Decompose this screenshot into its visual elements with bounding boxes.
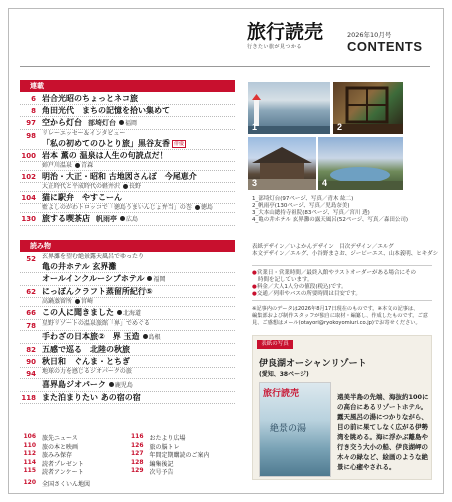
toc-page-number: 78 bbox=[26, 322, 36, 330]
toc-kicker bbox=[42, 183, 235, 191]
section-header-serial: 連載 bbox=[20, 80, 235, 92]
cover-text-line: 景に心癒やされる。 bbox=[337, 463, 396, 471]
photo-number: 2 bbox=[337, 122, 343, 132]
location-marker-icon bbox=[75, 299, 80, 304]
credit-line: 表紙デザイン／いよかんデザイン 目次デザイン／エルグ bbox=[252, 244, 394, 250]
bath-shape-icon bbox=[318, 137, 403, 190]
photo-number: 4 bbox=[322, 178, 328, 188]
toc-location: 福岡 bbox=[153, 276, 166, 283]
notice-bullet: ● bbox=[252, 291, 257, 297]
toc-entry[interactable] bbox=[20, 130, 235, 150]
toc-page-number: 118 bbox=[21, 394, 36, 402]
disclaimer-line: 見、ご感想はメール(otayori@ryokoyomiuri.co.jp)でお寄せください。 bbox=[252, 320, 421, 326]
toc-title bbox=[42, 117, 235, 129]
disclaimer-line: ※記事内のデータは2026年8月17日現在のものです。※本文の記事は、 bbox=[252, 306, 419, 312]
index-label: 旅の脳トレ bbox=[149, 443, 180, 451]
toc-kicker-text: 大正時代と平成時代の軽井沢 bbox=[42, 183, 121, 190]
cover-box-header: 表紙の写真 bbox=[257, 340, 293, 349]
toc-tag: 俳優 bbox=[174, 140, 185, 147]
photo-temple bbox=[248, 137, 316, 190]
toc-location: 鹿児島 bbox=[114, 382, 133, 389]
toc-location: 徳島 bbox=[200, 204, 213, 211]
notice-line bbox=[252, 291, 434, 298]
index-label: 年間定期購読のご案内 bbox=[149, 452, 210, 459]
toc-location: 広島 bbox=[126, 216, 139, 223]
cover-text-line: 目の前に果てしなく広がる伊勢 bbox=[337, 423, 428, 431]
toc-entry[interactable] bbox=[20, 307, 235, 320]
toc-page-number bbox=[20, 162, 42, 170]
toc-entry[interactable] bbox=[20, 162, 235, 171]
toc-title-text: 猫に駅弁 やすこーん bbox=[42, 193, 122, 202]
toc-entry[interactable] bbox=[20, 93, 235, 105]
toc-entry-text bbox=[42, 130, 235, 149]
toc-entry[interactable] bbox=[20, 379, 235, 392]
toc-entry[interactable] bbox=[20, 204, 235, 213]
index-label: 旅先ニュース bbox=[42, 435, 78, 442]
notice-line bbox=[252, 277, 434, 284]
notice-text: 営業日・営業時間／最終入館やラストオーダーがある場合にその bbox=[256, 270, 416, 276]
index-item[interactable] bbox=[128, 433, 236, 442]
header-divider bbox=[20, 66, 430, 67]
index-item[interactable] bbox=[20, 459, 128, 468]
toc-page-number: 82 bbox=[26, 346, 36, 354]
logo-tagline: 行きたい旅が見つかる bbox=[247, 44, 303, 50]
index-label: おたより広場 bbox=[149, 435, 186, 442]
toc-kicker-text: 姉戸川温泉 bbox=[42, 162, 73, 169]
toc-kicker bbox=[42, 253, 235, 261]
toc-entry-text bbox=[42, 392, 235, 403]
issue-label: 2026年10月号 bbox=[347, 31, 392, 39]
index-label: 全国さくいん地図 bbox=[42, 480, 91, 488]
cover-title: 伊良湖オーシャンリゾート bbox=[259, 359, 367, 369]
toc-entry-text bbox=[42, 117, 235, 129]
index-item[interactable] bbox=[20, 433, 128, 442]
toc-title-text: 亀の井ホテル 玄界灘 bbox=[42, 262, 117, 271]
toc-kicker bbox=[42, 162, 235, 170]
notice-bullet: ● bbox=[252, 284, 257, 290]
toc-entry[interactable] bbox=[20, 183, 235, 192]
toc-page-number bbox=[20, 183, 42, 191]
toc-entry-text bbox=[42, 379, 235, 391]
toc-entry[interactable] bbox=[20, 344, 235, 356]
toc-kicker bbox=[42, 204, 235, 212]
toc-page-number: 8 bbox=[31, 107, 36, 115]
contents-heading: CONTENTS bbox=[347, 39, 423, 54]
toc-title bbox=[42, 356, 235, 367]
location-marker-icon bbox=[143, 334, 148, 339]
toc-title bbox=[42, 344, 235, 355]
location-marker-icon bbox=[117, 310, 122, 315]
toc-location: 宮崎 bbox=[81, 298, 94, 305]
index-label: 読者プレゼント bbox=[42, 460, 84, 468]
divider bbox=[252, 300, 432, 301]
index-item[interactable] bbox=[128, 450, 236, 459]
toc-title bbox=[42, 379, 235, 391]
toc-kicker-text: リレーエッセー＆インタビュー bbox=[42, 130, 126, 137]
photo-caption: 2_帆雨亭(130ページ、写真／児島奈美) bbox=[252, 203, 350, 209]
disclaimer-line: 編集部および制作スタッフが独自に取材・編纂し、作成したものです。ご意 bbox=[252, 313, 428, 319]
toc-entry-text bbox=[42, 273, 235, 285]
toc-page-number bbox=[20, 379, 42, 391]
toc-title-text: また泊まりたい あの宿の宿 bbox=[42, 393, 141, 402]
toc-entry[interactable] bbox=[20, 213, 235, 226]
toc-location: 長野 bbox=[129, 183, 142, 190]
index-page: 115 bbox=[23, 467, 36, 474]
toc-title-text: 岩合光昭のちょっとネコ旅 bbox=[42, 94, 138, 103]
toc-entry-text bbox=[42, 192, 235, 203]
toc-title bbox=[42, 307, 235, 319]
toc-kicker bbox=[42, 130, 235, 138]
toc-page-number bbox=[20, 331, 42, 343]
toc-entry[interactable] bbox=[20, 356, 235, 368]
toc-entry-text bbox=[42, 171, 235, 182]
index-page: 114 bbox=[23, 458, 36, 466]
toc-entry[interactable] bbox=[20, 298, 235, 307]
reading-list bbox=[20, 253, 235, 404]
cover-text-line: 木々の緑など、絵画のような絶 bbox=[337, 453, 428, 461]
toc-entry-text bbox=[42, 368, 235, 378]
cover-text-line: 露天風呂の湯につかりながら、 bbox=[337, 413, 428, 421]
location-marker-icon bbox=[147, 276, 152, 281]
toc-title-text: オールインクルーシブホテル bbox=[42, 274, 145, 283]
index-label: 読者アンケート bbox=[42, 469, 84, 476]
toc-title-text: 空から灯台 bbox=[42, 118, 82, 127]
toc-entry-text bbox=[42, 307, 235, 319]
toc-entry-text bbox=[42, 204, 235, 212]
toc-page-number: 104 bbox=[21, 194, 36, 202]
index-label: 旅みみ保存 bbox=[42, 452, 73, 459]
toc-author: 部埼灯台 bbox=[88, 119, 116, 127]
toc-location: 島根 bbox=[148, 334, 161, 341]
toc-title-text: この人に聞きました bbox=[42, 308, 114, 317]
location-marker-icon bbox=[123, 184, 128, 189]
toc-entry-text bbox=[42, 331, 235, 343]
index-page: 129 bbox=[130, 467, 144, 474]
cover-text-line: 遠美半島の先端、海抜約100に bbox=[337, 393, 429, 401]
location-marker-icon bbox=[195, 205, 200, 210]
toc-title bbox=[42, 213, 235, 225]
toc-entry[interactable] bbox=[20, 392, 235, 404]
toc-title-text: 旅する喫茶店 bbox=[42, 214, 90, 223]
notice-text: 時間を記しています。 bbox=[258, 277, 313, 283]
toc-page-number: 6 bbox=[31, 95, 36, 103]
index-column-right bbox=[128, 433, 236, 476]
toc-entry[interactable] bbox=[20, 192, 235, 204]
notice-text: 料金／大人1人分の値段(税込)です。 bbox=[256, 284, 347, 290]
toc-title-text: にっぽんクラフト蒸留所紀行⑤ bbox=[42, 287, 153, 296]
toc-title bbox=[42, 286, 235, 297]
location-marker-icon bbox=[75, 163, 80, 168]
toc-entry-text bbox=[42, 150, 235, 161]
notice-text: 交通／列車やバスの所要時間は目安です。 bbox=[256, 291, 361, 297]
toc-author: 帆雨亭 bbox=[96, 215, 117, 223]
toc-title bbox=[42, 93, 235, 104]
toc-kicker-text: 高鍋蒸留所 bbox=[42, 298, 73, 305]
location-marker-icon bbox=[119, 120, 124, 125]
toc-entry-text bbox=[42, 162, 235, 170]
toc-entry-text bbox=[42, 105, 235, 116]
disclaimer bbox=[252, 306, 434, 327]
photo-caption: 3_大本山總持寺祖院(83ページ、写真／宮川 透) bbox=[252, 210, 370, 216]
index-page: 110 bbox=[23, 441, 36, 449]
notice-line bbox=[252, 284, 434, 291]
location-marker-icon bbox=[109, 382, 114, 387]
toc-title-text: 明治・大正・昭和 古地図さんぽ 今尾恵介 bbox=[42, 172, 197, 181]
toc-entry-text bbox=[42, 183, 235, 191]
toc-title-text: 手わざの日本旅② 界 玉造 bbox=[42, 332, 140, 341]
toc-entry-text bbox=[42, 213, 235, 225]
toc-title bbox=[42, 105, 235, 116]
temple-roof-icon bbox=[248, 137, 316, 190]
index-item[interactable] bbox=[20, 450, 128, 459]
index-page: 106 bbox=[23, 433, 36, 440]
serial-list bbox=[20, 93, 235, 226]
toc-entry-text bbox=[42, 344, 235, 355]
toc-page-number: 66 bbox=[26, 309, 36, 317]
toc-entry-text bbox=[42, 298, 235, 306]
toc-page-number bbox=[20, 298, 42, 306]
cover-photo-box bbox=[252, 335, 432, 480]
toc-title bbox=[42, 273, 235, 285]
toc-title-text: 「私の初めてのひとり旅」黒谷友香 bbox=[42, 139, 170, 148]
magazine-logo bbox=[247, 22, 339, 50]
toc-entry[interactable] bbox=[20, 171, 235, 183]
notice-line bbox=[252, 270, 434, 277]
toc-title bbox=[42, 261, 235, 272]
photo-hot-spring bbox=[318, 137, 403, 190]
credit-line: 本文デザイン／エルグ、小谷野まさお、ジービーエス、山本義明、ヒキダシ bbox=[252, 251, 439, 257]
toc-entry[interactable] bbox=[20, 253, 235, 273]
toc-page-number: 97 bbox=[26, 119, 36, 127]
toc-kicker bbox=[42, 320, 235, 328]
toc-title bbox=[42, 392, 235, 403]
cover-feature-title: 絶景の湯 bbox=[270, 424, 307, 434]
toc-entry-text bbox=[42, 253, 235, 272]
photo-teahouse bbox=[333, 82, 403, 134]
toc-entry[interactable] bbox=[20, 368, 235, 379]
cover-masthead: 旅行読売 bbox=[263, 389, 300, 399]
index-item[interactable] bbox=[128, 459, 236, 468]
toc-location: 北海道 bbox=[123, 310, 142, 317]
toc-entry-text bbox=[42, 356, 235, 367]
toc-page-number: 90 bbox=[26, 358, 36, 366]
department-index bbox=[20, 433, 235, 487]
toc-entry[interactable] bbox=[20, 150, 235, 162]
index-column-left bbox=[20, 433, 128, 476]
toc-kicker bbox=[42, 298, 235, 306]
toc-kicker-text: 地球の力を感じるジオパークの旅 bbox=[42, 368, 132, 375]
index-label: 次号予告 bbox=[149, 469, 174, 476]
toc-entry[interactable] bbox=[20, 286, 235, 298]
photo-number: 3 bbox=[252, 178, 258, 188]
toc-entry-text bbox=[42, 93, 235, 104]
toc-entry-text bbox=[42, 320, 235, 330]
toc-title bbox=[42, 331, 235, 343]
index-page: 128 bbox=[130, 458, 144, 466]
photo-lighthouse bbox=[248, 82, 330, 134]
section-header-reading: 読み物 bbox=[20, 240, 235, 252]
location-marker-icon bbox=[120, 216, 125, 221]
toc-entry-text bbox=[42, 286, 235, 297]
toc-entry[interactable] bbox=[20, 117, 235, 130]
toc-page-number: 100 bbox=[21, 152, 36, 160]
toc-title-text: 五感で巡る 北陸の秋旅 bbox=[42, 345, 130, 354]
cover-text-line: 行き交う大小の船、伊良湖岬の bbox=[337, 443, 428, 451]
toc-page-number: 52 bbox=[26, 255, 36, 263]
toc-entry[interactable] bbox=[20, 273, 235, 286]
notice-bullet: ● bbox=[252, 270, 257, 276]
toc-location: 福岡 bbox=[125, 120, 138, 127]
index-item[interactable] bbox=[128, 442, 236, 451]
index-label: 旅の本と映画 bbox=[42, 443, 79, 451]
toc-page-number: 94 bbox=[26, 370, 36, 378]
notices bbox=[252, 270, 434, 298]
index-item[interactable] bbox=[128, 467, 236, 476]
index-page: 112 bbox=[23, 450, 36, 457]
index-page: 127 bbox=[130, 450, 144, 457]
cover-description bbox=[337, 392, 429, 472]
photo-number: 1 bbox=[252, 122, 258, 132]
design-credits bbox=[252, 244, 439, 258]
toc-title-text: 秋日和 ぐんま・とちぎ bbox=[42, 357, 130, 366]
toc-title bbox=[42, 138, 235, 149]
index-item[interactable] bbox=[20, 467, 128, 476]
window-shape-icon bbox=[333, 82, 403, 134]
cover-subtitle: (愛知、38ページ) bbox=[259, 371, 309, 378]
toc-page-number bbox=[20, 273, 42, 285]
toc-kicker-text: 玄界灘を望む絶景露天風呂でゆったり bbox=[42, 253, 144, 260]
index-item[interactable] bbox=[20, 442, 128, 451]
toc-title-text: 岩本 薫の 温泉は人生の句読点だ！ bbox=[42, 151, 168, 160]
divider bbox=[252, 265, 432, 266]
toc-kicker-text: 星野リゾートの温泉旅館「界」でめぐる bbox=[42, 320, 151, 327]
toc-entry[interactable] bbox=[20, 331, 235, 344]
index-page: 116 bbox=[130, 433, 144, 440]
logo-text: 旅行読売 bbox=[247, 21, 324, 43]
toc-entry[interactable] bbox=[20, 320, 235, 331]
toc-kicker bbox=[42, 368, 235, 376]
toc-page-number: 62 bbox=[26, 288, 36, 296]
toc-kicker-text: 藍よしのがわトロッコで「徳島うまいんじょ弁当」の巻 bbox=[42, 204, 192, 211]
lighthouse-shape-icon bbox=[248, 82, 330, 134]
toc-title bbox=[42, 192, 235, 203]
photo-caption: 4_亀の井ホテル 玄界灘の露天風呂(52ページ、写真／森田公司) bbox=[252, 217, 408, 223]
index-label: 編集後記 bbox=[149, 460, 174, 468]
photo-captions bbox=[252, 196, 432, 224]
toc-page-number bbox=[20, 204, 42, 212]
photo-caption: 1_部埼灯台(97ページ、写真／青木 紘二) bbox=[252, 196, 354, 202]
toc-title bbox=[42, 171, 235, 182]
index-page: 120 bbox=[23, 478, 36, 486]
toc-title-text: 喜界島ジオパーク bbox=[42, 380, 106, 389]
cover-text-line: の高台にあるリゾートホテル。 bbox=[337, 403, 428, 411]
toc-page-number: 98 bbox=[26, 132, 36, 140]
toc-entry[interactable] bbox=[20, 105, 235, 117]
toc-location: 青森 bbox=[81, 162, 94, 169]
index-page: 126 bbox=[130, 441, 144, 449]
toc-title bbox=[42, 150, 235, 161]
toc-page-number: 102 bbox=[21, 173, 36, 181]
cover-thumbnail[interactable] bbox=[259, 382, 331, 477]
cover-text-line: 湾を眺める。海に浮かぶ離島や bbox=[337, 433, 428, 441]
toc-title-text: 角田光代 まちの記憶を拾い集めて bbox=[42, 106, 170, 115]
index-item[interactable] bbox=[20, 479, 235, 488]
toc-page-number: 130 bbox=[21, 215, 36, 223]
